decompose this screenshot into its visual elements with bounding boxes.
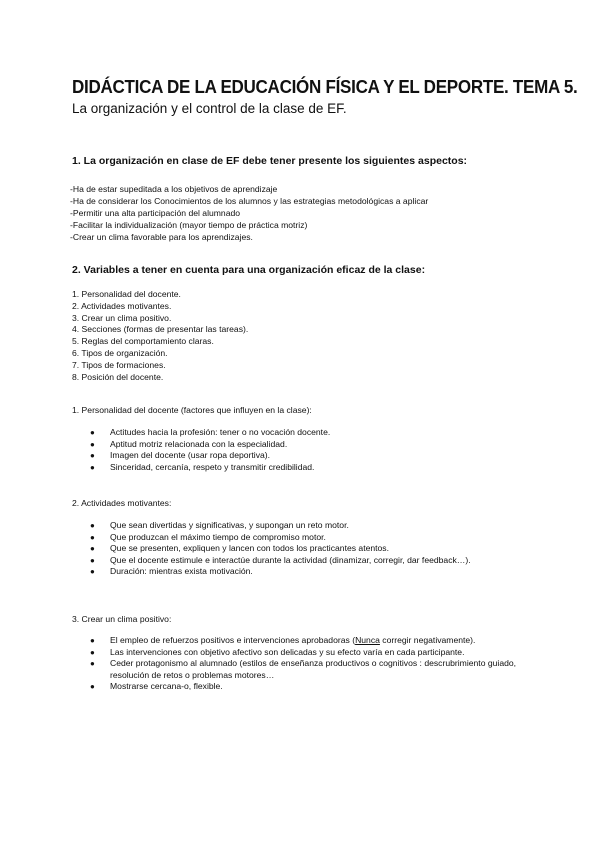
subsection-2-heading: 2. Actividades motivantes: xyxy=(72,498,172,508)
bullet-text: Sinceridad, cercanía, respeto y transmitir credibilidad. xyxy=(110,461,315,472)
bullet-icon: ● xyxy=(90,462,95,472)
bullet-text: Aptitud motriz relacionada con la especialidad. xyxy=(110,438,288,449)
document-subtitle: La organización y el control de la clase de EF. xyxy=(72,101,347,116)
bullet-item xyxy=(90,543,540,555)
subsection-2-bullets xyxy=(90,520,540,578)
bullet-text: Duración: mientras exista motivación. xyxy=(110,566,253,577)
list-item: -Ha de estar supeditada a los objetivos de aprendizaje xyxy=(70,184,278,194)
bullet-item xyxy=(90,647,540,659)
bullet-text: Que sean divertidas y significativas, y supongan un reto motor. xyxy=(110,520,349,530)
list-item: 7. Tipos de formaciones. xyxy=(72,359,166,370)
section-1-heading: 1. La organización en clase de EF debe tener presente los siguientes aspectos: xyxy=(72,155,468,167)
bullet-text: corregir negativamente). xyxy=(379,635,476,645)
bullet-text: Actitudes hacia la profesión: tener o no vocación docente. xyxy=(110,427,331,437)
bullet-icon: ● xyxy=(90,439,95,449)
bullet-icon: ● xyxy=(90,682,95,692)
bullet-item xyxy=(90,462,540,474)
list-item: -Ha de considerar los Conocimientos de los alumnos y las estrategias metodológicas a aplicar xyxy=(70,196,429,206)
bullet-text: Las intervenciones con objetivo afectivo son delicadas y su efecto varía en cada participante. xyxy=(110,646,465,657)
list-item: -Permitir una alta participación del alumnado xyxy=(70,208,241,218)
list-item: 6. Tipos de organización. xyxy=(72,347,168,358)
underlined-word: Nunca xyxy=(355,635,380,645)
list-item: 8. Posición del docente. xyxy=(72,371,164,382)
bullet-text: Imagen del docente (usar ropa deportiva). xyxy=(110,450,271,461)
bullet-icon: ● xyxy=(90,544,95,554)
bullet-text: Que el docente estimule e interactúe durante la actividad (dinamizar, corregir, dar feedback…). xyxy=(110,554,471,565)
list-item: 2. Actividades motivantes. xyxy=(72,300,172,311)
subsection-3-bullets xyxy=(90,635,540,693)
bullet-item xyxy=(90,635,540,647)
bullet-icon: ● xyxy=(90,555,95,565)
bullet-icon: ● xyxy=(90,567,95,577)
section-2-list xyxy=(72,289,248,383)
bullet-item xyxy=(90,532,540,544)
list-item: 1. Personalidad del docente. xyxy=(72,289,181,299)
bullet-icon: ● xyxy=(90,532,95,542)
bullet-text: Que produzcan el máximo tiempo de compromiso motor. xyxy=(110,531,326,542)
subsection-1-heading: 1. Personalidad del docente (factores que influyen en la clase): xyxy=(72,405,312,415)
section-1-list xyxy=(70,183,428,243)
subsection-1-bullets xyxy=(90,427,540,473)
bullet-icon: ● xyxy=(90,636,95,645)
bullet-text: Que se presenten, expliquen y lancen con todos los practicantes atentos. xyxy=(110,543,389,554)
list-item: 5. Reglas del comportamiento claras. xyxy=(72,336,214,347)
bullet-text: Mostrarse cercana-o, flexible. xyxy=(110,681,223,692)
list-item: 4. Secciones (formas de presentar las tareas). xyxy=(72,324,249,335)
list-item: -Facilitar la individualización (mayor tiempo de práctica motriz) xyxy=(70,220,308,230)
bullet-item xyxy=(90,658,540,681)
list-item: -Crear un clima favorable para los aprendizajes. xyxy=(70,232,253,242)
bullet-text: Ceder protagonismo al alumnado (estilos de enseñanza productivos o cognitivos : descrubrimiento guiado, resolución de retos o problemas motores… xyxy=(110,658,517,680)
bullet-item xyxy=(90,681,540,693)
section-2-heading: 2. Variables a tener en cuenta para una organización eficaz de la clase: xyxy=(72,264,426,276)
bullet-icon: ● xyxy=(90,659,95,669)
bullet-item xyxy=(90,566,540,578)
bullet-icon: ● xyxy=(90,428,95,437)
bullet-item xyxy=(90,427,540,439)
bullet-icon: ● xyxy=(90,451,95,461)
bullet-text: El empleo de refuerzos positivos e intervenciones aprobadoras ( xyxy=(110,635,356,645)
list-item: 3. Crear un clima positivo. xyxy=(72,312,172,323)
bullet-item xyxy=(90,439,540,451)
subsection-3-heading: 3. Crear un clima positivo: xyxy=(72,614,172,624)
bullet-icon: ● xyxy=(90,647,95,657)
bullet-item xyxy=(90,520,540,532)
document-title: DIDÁCTICA DE LA EDUCACIÓN FÍSICA Y EL DEPORTE. TEMA 5. xyxy=(72,76,578,97)
bullet-item xyxy=(90,450,540,462)
bullet-icon: ● xyxy=(90,521,95,530)
bullet-item xyxy=(90,555,540,567)
